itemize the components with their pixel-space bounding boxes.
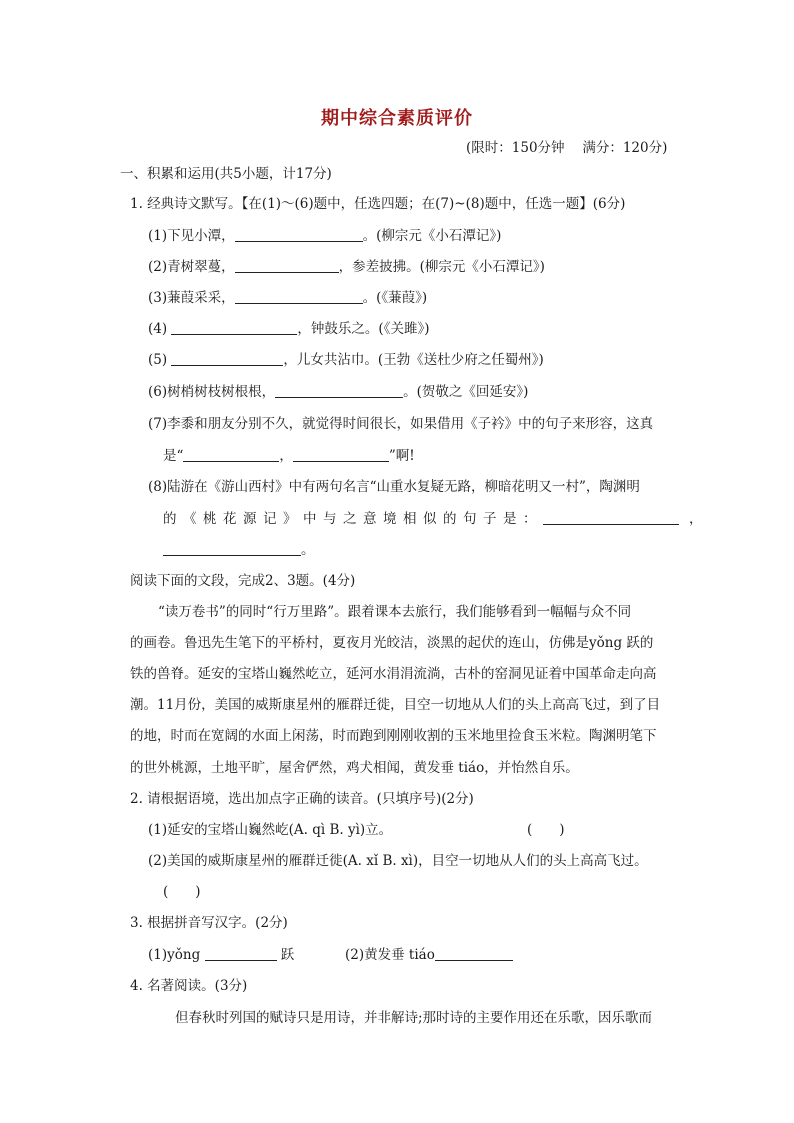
q1-item-6 (148, 382, 528, 402)
answer-blank[interactable] (183, 447, 279, 462)
comma: ， (279, 448, 293, 464)
q3-item-1 (148, 945, 294, 965)
question-2-stem: 2. 请根据语境，选出加点字正确的读音。(只填序号)(2分) (130, 791, 474, 807)
q1-item-3 (148, 288, 427, 308)
answer-blank[interactable] (235, 289, 363, 304)
q1-item-2 (148, 257, 545, 277)
q1-item-2-pre: (2)青树翠蔓， (148, 259, 235, 275)
q1-item-8-text: 的《桃花源记》中与之意境相似的句子是： (163, 511, 543, 527)
period: 。 (301, 542, 315, 558)
q1-item-8-line3 (163, 540, 315, 560)
reading-intro: 阅读下面的文段，完成2、3题。(4分) (130, 573, 356, 589)
question-3-stem: 3. 根据拼音写汉字。(2分) (130, 915, 288, 931)
q1-item-4-post: ，钟鼓乐之。(《关雎》) (297, 321, 430, 337)
answer-blank[interactable] (235, 227, 363, 242)
q1-item-3-pre: (3)蒹葭采采， (148, 290, 235, 306)
answer-blank[interactable] (205, 946, 277, 961)
q1-item-5 (148, 350, 544, 370)
answer-blank[interactable] (435, 946, 513, 961)
reading-para-line: 潮。11月份，美国的威斯康星州的雁群迁徙，目空一切地从人们的头上高高飞过，到了目 (130, 697, 661, 713)
question-1-stem: 1. 经典诗文默写。【在(1)～(6)题中，任选四题；在(7)~(8)题中，任选一题】(6分) (130, 196, 626, 212)
reading-para-line: 的地，时而在宽阔的水面上闲荡，时而跑到刚刚收割的玉米地里捡食玉米粒。陶渊明笔下 (130, 728, 657, 744)
reading-para-line: 铁的兽脊。延安的宝塔山巍然屹立，延河水涓涓流淌，古朴的窑洞见证着中国革命走向高 (130, 666, 657, 682)
comma: ， (689, 511, 703, 527)
char-yue: 跃 (276, 947, 295, 963)
q1-item-5-post: ，儿女共沾巾。(王勃《送杜少府之任蜀州》) (283, 352, 544, 368)
q2-item-2: (2)美国的威斯康星州的雁群迁徙(A. xǐ B. xì)，目空一切地从人们的头上高高飞过。 (148, 853, 648, 869)
answer-blank[interactable] (171, 320, 297, 335)
q1-item-1-pre: (1)下见小潭， (148, 228, 235, 244)
q3-item-2 (345, 945, 513, 965)
q1-item-1 (148, 226, 501, 246)
pinyin-tiao: (2)黄发垂 tiáo (345, 947, 435, 963)
q1-item-5-pre: (5) (148, 352, 172, 368)
reading-para-line: 的画卷。鲁迅先生笔下的平桥村，夏夜月光皎洁，淡黑的起伏的连山，仿佛是yǒng 跃的 (130, 635, 654, 651)
answer-blank[interactable] (171, 351, 283, 366)
answer-blank[interactable] (235, 258, 339, 273)
q1-item-6-pre: (6)树梢树枝树根根， (148, 384, 276, 400)
q1-item-2-post: ，参差披拂。(柳宗元《小石潭记》) (338, 259, 545, 275)
q1-item-4-pre: (4) (148, 321, 172, 337)
q1-item-3-post: 。(《蒹葭》) (362, 290, 428, 306)
answer-blank[interactable] (293, 447, 389, 462)
q4-passage: 但春秋时列国的赋诗只是用诗，并非解诗;那时诗的主要作用还在乐歌，因乐歌而 (175, 1010, 653, 1026)
time-score-limits: (限时：150分钟 满分：120分) (466, 140, 668, 156)
section-heading: 一、积累和运用(共5小题，计17分) (120, 166, 332, 182)
pinyin-yong: (1)yǒng (148, 947, 205, 963)
q1-item-7-line1: (7)李黍和朋友分别不久，就觉得时间很长，如果借用《子衿》中的句子来形容，这真 (148, 416, 654, 432)
reading-para-line: 的世外桃源，土地平旷，屋舍俨然，鸡犬相闻，黄发垂 tiáo，并怡然自乐。 (130, 760, 579, 776)
page-title: 期中综合素质评价 (321, 108, 473, 129)
q1-item-8-line2 (163, 509, 703, 529)
reading-para-line: “读万卷书”的同时“行万里路”。跟着课本去旅行，我们能够看到一幅幅与众不同 (158, 604, 632, 620)
q2-item-1: (1)延安的宝塔山巍然屹(A. qì B. yì)立。 (148, 822, 393, 838)
q1-item-7-line2 (163, 446, 415, 466)
answer-paren[interactable]: ( ) (527, 822, 565, 838)
answer-blank[interactable] (543, 510, 679, 525)
q1-item-4 (148, 319, 429, 339)
q1-item-1-post: 。(柳宗元《小石潭记》) (362, 228, 502, 244)
answer-blank[interactable] (275, 383, 403, 398)
answer-blank[interactable] (163, 541, 301, 556)
question-4-stem: 4. 名著阅读。(3分) (130, 978, 248, 994)
quote-close: ”啊! (388, 448, 415, 464)
q1-item-8-line1: (8)陆游在《游山西村》中有两句名言“山重水复疑无路，柳暗花明又一村”，陶渊明 (148, 479, 640, 495)
q1-item-6-post: 。(贺敬之《回延安》) (403, 384, 529, 400)
answer-paren[interactable]: ( ) (163, 884, 201, 900)
quote-open: 是“ (163, 448, 184, 464)
